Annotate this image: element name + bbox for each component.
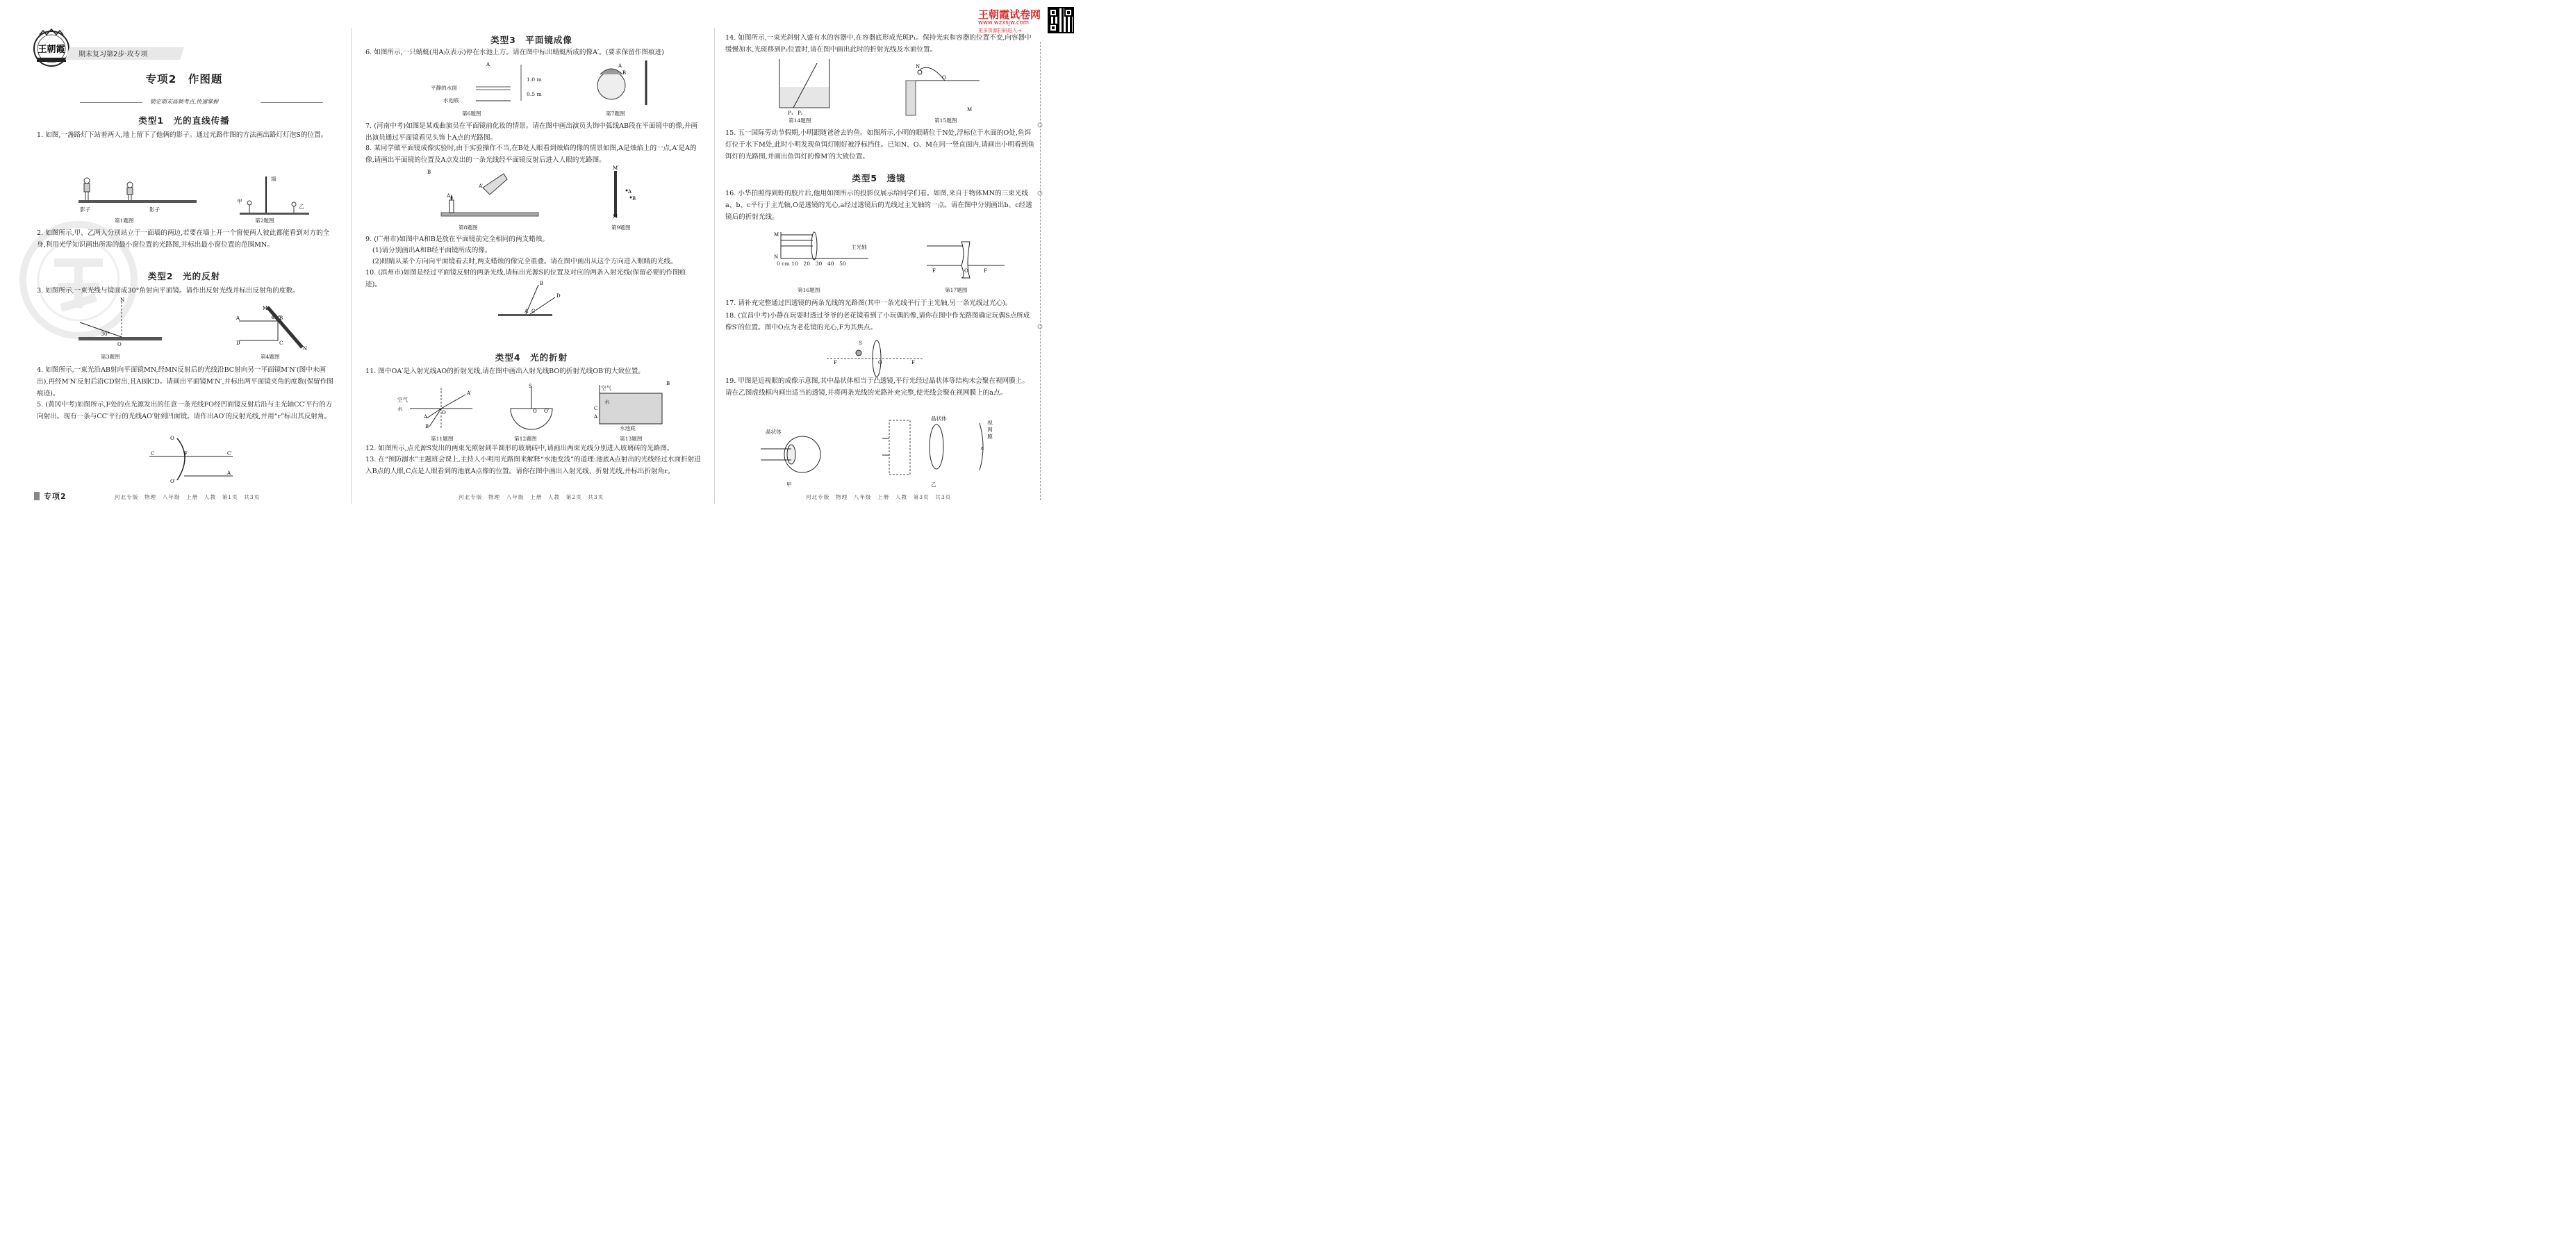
question: 4. 如图所示,一束光沿AB射向平面镜MN,经MN反射后的光线沿BC射向另一平面镜M′N′(图中未画出),再经M′N′反射后沿CD射出,且AB∥CD。请画出平面镜M′N′,并标出两平面镜夹角的度数(保留作图痕迹)。 <box>37 366 333 397</box>
figure-caption: 甲 <box>786 481 792 488</box>
question: 8. 某同学做平面镜成像实验时,由于实验操作不当,在B处人眼看到烛焰的像的情景如图,A是烛焰上的一点,A′是A的像,请画出平面镜的位置及A点发出的一条光线经平面镜反射后进入人眼的光路图。 <box>365 145 697 164</box>
figure-caption: 第1题图 <box>115 217 134 224</box>
page-subtitle: 锁定期末高频考点,快速掌握 <box>149 99 219 105</box>
svg-text:A: A <box>447 193 451 199</box>
type-heading: 类型2 光的反射 <box>147 271 221 281</box>
figure-caption: 第13题图 <box>620 436 643 442</box>
svg-text:C: C <box>151 451 155 456</box>
question: 15. 五一国际劳动节假期,小明跟随爸爸去钓鱼。如图所示,小明的眼睛位于N处,浮标位于水面的O处,鱼饵灯位于水下M处,此时小明发现鱼饵灯刚好被浮标挡住。已知N、O、M在同一竖直面内,请画出小明看到鱼饵灯的光路图,并画出鱼饵灯的像M′的大致位置。 <box>725 129 1034 160</box>
svg-text:C: C <box>531 308 536 314</box>
svg-text:A: A <box>236 315 240 321</box>
question: 2. 如图所示,甲、乙两人分别站立于一面墙的两边,若要在墙上开一个窗使两人彼此都能看到对方的全身,利用光学知识画出所需的最小窗位置的光路图,并标出最小窗位置的范围MN。 <box>37 229 330 249</box>
svg-text:F: F <box>184 451 188 456</box>
figure-label: 0 cm 10 20 30 40 50 <box>777 261 846 267</box>
svg-text:B: B <box>666 381 670 386</box>
svg-text:N: N <box>120 297 125 303</box>
svg-text:O′: O′ <box>170 479 176 484</box>
svg-text:P₂: P₂ <box>798 110 803 116</box>
figure-caption: 第2题图 <box>255 217 274 224</box>
type-heading: 类型3 平面镜成像 <box>490 35 572 45</box>
question: 14. 如图所示,一束光斜射入盛有水的容器中,在容器底形成光斑P₁。保持光束和容器的位置不变,向容器中缓慢加水,光斑移到P₂位置时,请在图中画出此时的折射光线及水面位置。 <box>725 34 1032 53</box>
brand-title: 王朝霞试卷网 <box>978 8 1041 21</box>
svg-text:A: A <box>525 308 529 314</box>
figure-label: 乙 <box>299 204 304 210</box>
figure-caption: 第9题图 <box>611 224 631 231</box>
qr-code-icon[interactable] <box>1048 7 1074 33</box>
figure-label: 甲 <box>237 198 242 204</box>
figure-caption: 第6题图 <box>462 110 481 117</box>
question: 9. (广州市)如图中A和B是放在平面镜前完全相同的两支蜡烛。 <box>365 236 549 243</box>
question: 10. (滨州市)如图是经过平面镜反射的两条光线,请标出光源S的位置及对应的两条入射光线(保留必要的作图痕迹)。 <box>365 269 686 288</box>
figure-3 <box>73 297 170 346</box>
svg-text:F: F <box>932 268 936 274</box>
footer-page: 河北专版 物理 八年级 上册 人教 第1页 共3页 <box>115 494 261 500</box>
figure-label: 平静的水面 <box>431 85 457 91</box>
figure-caption: 第8题图 <box>459 224 478 231</box>
svg-text:B: B <box>427 170 431 175</box>
figure-8 <box>427 167 545 222</box>
question: 7. (河南中考)如图是某戏曲演员在平面镜前化妆的情景。请在图中画出演员头饰中弧线AB段在平面镜中的像,并画出演员通过平面镜看见头饰上A点的光路图。 <box>365 122 698 142</box>
figure-10 <box>497 278 566 320</box>
svg-text:M′: M′ <box>613 165 619 171</box>
figure-9 <box>611 167 653 219</box>
type-heading: 类型1 光的直线传播 <box>138 115 230 126</box>
figure-label: 30° <box>101 331 110 337</box>
svg-text:A′: A′ <box>479 183 484 189</box>
logo-text: 王朝霞 <box>38 44 65 55</box>
brand-sub: 更多资源扫码进入→ <box>978 28 1021 33</box>
svg-text:C: C <box>594 406 598 411</box>
question: 6. 如图所示,一只蜻蜓(用A点表示)停在水池上方。请在图中标出蜻蜓所成的像A′。(要求保留作图痕迹) <box>365 49 665 56</box>
figure-label: 影子 <box>149 206 160 213</box>
question: 3. 如图所示,一束光线与镜面成30°角射向平面镜。请作出反射光线并标出反射角的度数。 <box>37 287 299 295</box>
svg-text:S: S <box>859 340 862 346</box>
svg-text:M: M <box>613 214 618 220</box>
svg-text:O: O <box>442 410 446 415</box>
binding-holes <box>1036 42 1044 526</box>
figure-label: 影子 <box>80 206 91 213</box>
question: 1. 如图,一盏路灯下站着两人,地上留下了他俩的影子。通过光路作图的方法画出路灯灯泡S的位置。 <box>37 131 328 139</box>
figure-16 <box>771 229 875 278</box>
figure-caption: 第14题图 <box>789 117 811 124</box>
figure-label: 水 <box>397 406 403 412</box>
footer-page: 河北专版 物理 八年级 上册 人教 第2页 共3页 <box>459 494 604 500</box>
figure-4 <box>236 304 313 353</box>
figure-label: 1.0 m <box>527 76 542 83</box>
svg-text:O: O <box>964 268 968 274</box>
question: 5. (黄冈中考)如图所示,F处的点光源发出的任意一条光线FO经凹面镜反射后沿与主光轴CC′平行的方向射出。现有一条与CC′平行的光线AO′射到凹面镜。请作出AO′的反射光线,并用“r”标出其反射角。 <box>37 401 333 420</box>
svg-text:A: A <box>227 470 231 476</box>
footer-page: 河北专版 物理 八年级 上册 人教 第3页 共3页 <box>806 494 952 500</box>
svg-text:O′: O′ <box>544 409 550 414</box>
svg-text:C: C <box>279 340 283 346</box>
figure-label: 晶状体 <box>931 415 947 422</box>
figure-2 <box>233 175 323 217</box>
svg-text:B: B <box>425 424 429 429</box>
figure-label: 视网膜 <box>987 420 993 440</box>
figure-5 <box>149 434 247 484</box>
svg-text:O: O <box>117 342 122 347</box>
svg-text:a: a <box>981 445 984 451</box>
figure-caption: 第16题图 <box>798 287 820 293</box>
svg-text:B: B <box>279 315 283 321</box>
svg-text:N: N <box>774 254 779 260</box>
svg-text:F: F <box>984 268 987 274</box>
figure-caption: 第15题图 <box>934 117 957 124</box>
question: 11. 图中OA′是入射光线AO的折射光线,请在图中画出入射光线BO的折射光线OB′的大致位置。 <box>365 368 645 375</box>
type-heading: 类型5 透镜 <box>852 173 906 183</box>
svg-text:C′: C′ <box>227 451 232 456</box>
svg-text:M: M <box>967 107 973 113</box>
figure-label: 水 <box>604 399 610 405</box>
svg-text:A′: A′ <box>467 390 472 396</box>
question: 16. 小华拍照得到虾的胶片后,他用如图所示的投影仪展示给同学们看。如图,来自于物体MN的三束光线a、b、c平行于主光轴,O是透镜的光心,a经过透镜后的光线过主光轴的一点。请在图中分别画出b、c经透镜后的折射光线。 <box>725 190 1032 221</box>
figure-18 <box>827 335 924 377</box>
figure-14 <box>777 59 832 118</box>
figure-label: 水池底 <box>620 425 636 431</box>
figure-caption: 第7题图 <box>606 110 625 117</box>
figure-label: 0.5 m <box>527 91 542 97</box>
figure-caption: 第4题图 <box>261 354 280 360</box>
brand-url[interactable]: www.wzxsjw.com <box>978 19 1030 26</box>
svg-text:D: D <box>236 340 240 346</box>
svg-text:O: O <box>533 409 537 414</box>
svg-text:B: B <box>622 70 627 76</box>
figure-15 <box>903 63 986 118</box>
svg-text:M: M <box>774 232 779 238</box>
figure-19-yi <box>882 420 993 476</box>
svg-text:D: D <box>556 293 561 299</box>
page-divider <box>351 28 352 504</box>
figure-17 <box>924 238 1007 279</box>
figure-label: 45° <box>271 314 281 320</box>
question-part: (1)请分别画出A和B经平面镜所成的像。 <box>372 247 492 254</box>
column-page-1 <box>31 0 337 526</box>
figure-caption: 第12题图 <box>514 436 537 442</box>
figure-19-jia <box>761 431 837 479</box>
figure-11 <box>403 382 479 431</box>
figure-12 <box>504 384 559 432</box>
svg-text:A: A <box>628 189 632 195</box>
svg-text:S: S <box>529 384 532 389</box>
figure-label: 主光轴 <box>851 244 867 250</box>
page-divider <box>714 28 715 504</box>
figure-1 <box>73 175 212 213</box>
type-heading: 类型4 光的折射 <box>495 352 568 363</box>
svg-text:A: A <box>424 414 428 420</box>
svg-text:O: O <box>942 75 946 81</box>
svg-text:A: A <box>486 62 490 67</box>
page-title: 专项2 作图题 <box>145 73 223 85</box>
svg-text:A: A <box>618 63 622 69</box>
footer-section-tab <box>34 492 40 500</box>
figure-caption: 第11题图 <box>431 436 454 442</box>
figure-7 <box>591 59 660 108</box>
question: 18. (宜昌中考)小静在玩耍时透过爷爷的老花镜看到了小玩偶的像,请你在图中作光路图确定玩偶S点所成像S′的位置。图中O点为老花镜的光心,F为其焦点。 <box>725 312 1030 331</box>
figure-caption: 第3题图 <box>101 354 120 360</box>
svg-text:A: A <box>594 414 598 420</box>
svg-text:O: O <box>878 360 882 365</box>
figure-label: 墙 <box>271 176 276 182</box>
column-page-3 <box>723 0 1035 526</box>
figure-label: 晶状体 <box>766 429 782 435</box>
question: 19. 甲图是近视眼的成像示意图,其中晶状体相当于凸透镜,平行光经过晶状体等结构未会聚在视网膜上。请在乙图虚线框内画出适当的透镜,并将两条光线的光路补充完整,使光线会聚在视网膜上的a点。 <box>725 377 1029 397</box>
svg-text:B: B <box>540 281 544 286</box>
question-part: (2)眼睛从某个方向向平面镜看去时,两支蜡烛的像完全重叠。请在图中画出从这个方向进入眼睛的光线。 <box>372 258 677 265</box>
svg-text:F: F <box>834 360 837 365</box>
svg-text:P₁: P₁ <box>788 110 793 116</box>
column-page-2 <box>361 0 702 526</box>
svg-text:F: F <box>911 360 915 365</box>
question: 13. 在“预防溺水”主题班会课上,主持人小明用光路图来解释“水池变浅”的道理:池底A点射出的光线经过水面折射进入B点的人眼,C点是人眼看到的池底A点像的位置。请你在图中画出入射光线、折射光线,并标出折射角r。 <box>365 456 701 475</box>
svg-text:N: N <box>303 346 308 352</box>
svg-text:M: M <box>263 306 268 311</box>
question: 17. 请补充完整通过凹透镜的两条光线的光路图(其中一条光线平行于主光轴,另一条光线过光心)。 <box>725 299 1012 307</box>
exam-page <box>0 0 1089 526</box>
banner-text: 期末复习第2步·攻专项 <box>79 51 148 58</box>
svg-text:O: O <box>170 436 174 441</box>
figure-caption: 乙 <box>931 481 936 488</box>
svg-text:B: B <box>632 196 636 201</box>
footer-section: 专项2 <box>44 492 67 501</box>
figure-label: 空气 <box>397 397 408 403</box>
svg-text:N: N <box>916 64 920 69</box>
figure-label: 水池底 <box>443 97 459 104</box>
figure-caption: 第17题图 <box>945 287 968 293</box>
question: 12. 如图所示,点光源S发出的两束光照射到半圆形的玻璃砖中,请画出两束光线分别进入玻璃砖的光路图。 <box>365 445 674 452</box>
figure-label: 空气 <box>601 385 612 391</box>
